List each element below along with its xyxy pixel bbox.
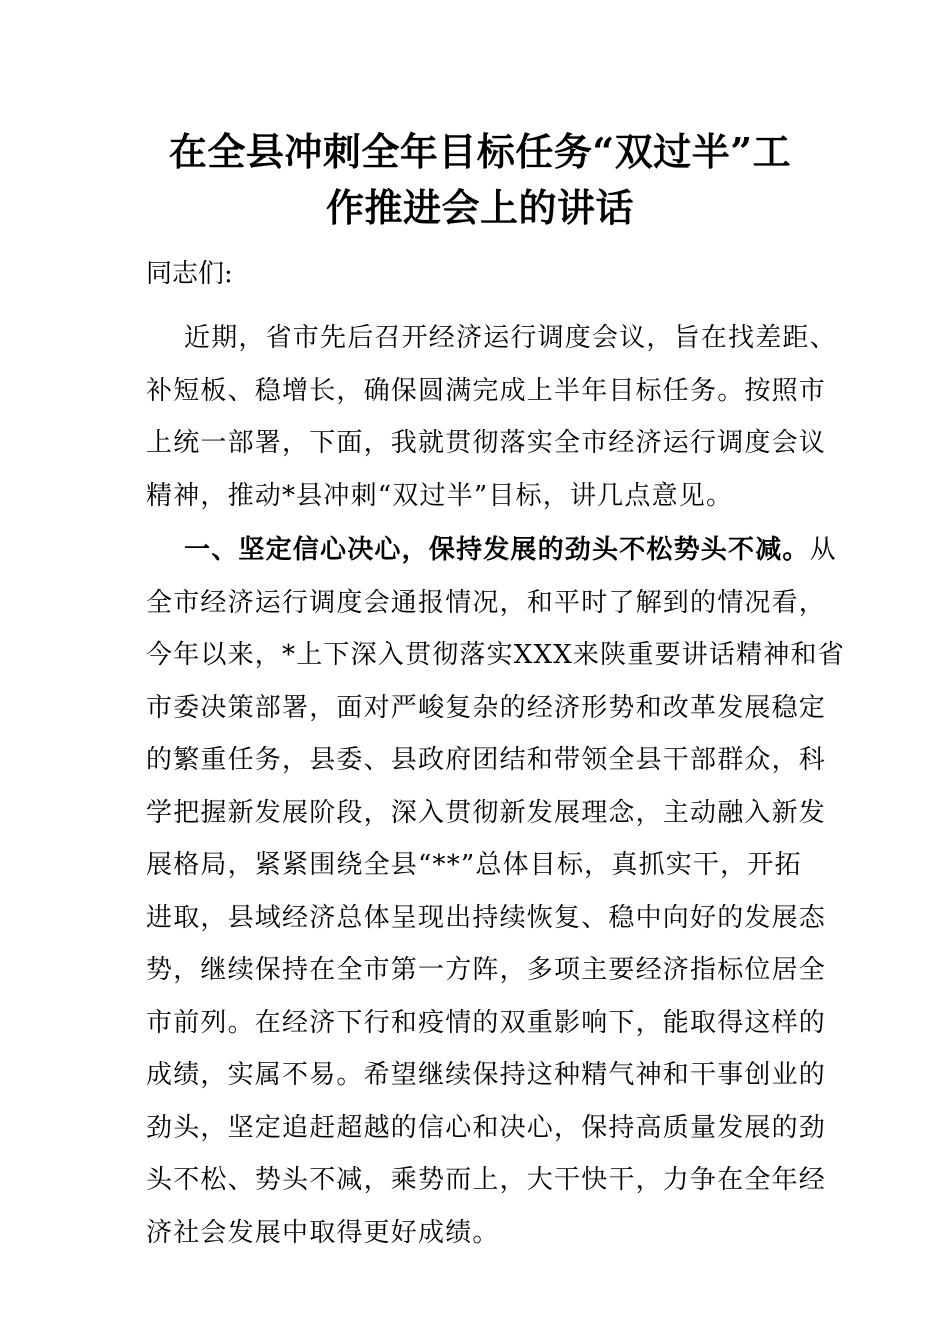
paragraph-line: 今年以来，*上下深入贯彻落实XXX来陕重要讲话精神和省 xyxy=(146,640,845,670)
salutation: 同志们: xyxy=(146,259,233,289)
paragraph-line: 成绩，实属不易。希望继续保持这种精气神和干事创业的 xyxy=(146,1060,827,1090)
paragraph-line: 济社会发展中取得更好成绩。 xyxy=(146,1217,500,1248)
paragraph-line: 劲头，坚定追赶超越的信心和决心，保持高质量发展的劲 xyxy=(146,1112,827,1143)
paragraph-line: 上统一部署，下面，我就贯彻落实全市经济运行调度会议 xyxy=(146,428,827,458)
paragraph-line: 学把握新发展阶段，深入贯彻新发展理念，主动融入新发 xyxy=(146,797,827,828)
paragraph-line: 势，继续保持在全市第一方阵，多项主要经济指标位居全 xyxy=(146,955,827,985)
paragraph-line: 全市经济运行调度会通报情况，和平时了解到的情况看， xyxy=(146,587,827,618)
paragraph-line: 近期，省市先后召开经济运行调度会议，旨在找差距、 xyxy=(184,323,837,353)
paragraph-line: 的繁重任务，县委、县政府团结和带领全县干部群众，科 xyxy=(146,745,827,775)
title-line: 作推进会上的讲话 xyxy=(325,185,634,230)
paragraph-line: 市委决策部署，面对严峻复杂的经济形势和改革发展稳定 xyxy=(146,692,827,723)
paragraph-section-one xyxy=(146,524,845,1259)
paragraph-line: 进取，县域经济总体呈现出持续恢复、稳中向好的发展态 xyxy=(146,902,827,933)
paragraph-line: 展格局，紧紧围绕全县“**”总体目标，真抓实干，开拓 xyxy=(146,850,802,880)
title-line: 在全县冲刺全年目标任务“双过半”工 xyxy=(168,129,792,174)
paragraph-first-line xyxy=(146,524,837,577)
paragraph-line: 精神，推动*县冲刺“双过半”目标，讲几点意见。 xyxy=(146,480,734,511)
document-title xyxy=(150,124,810,236)
section-heading: 一、坚定信心决心，保持发展的劲头不松势头不减。 xyxy=(184,535,810,565)
paragraph-line: 头不松、势头不减，乘势而上，大干快干，力争在全年经 xyxy=(146,1165,827,1195)
paragraph-intro xyxy=(146,312,837,522)
paragraph-line: 补短板、稳增长，确保圆满完成上半年目标任务。按照市 xyxy=(146,375,827,406)
heading-trailing-text: 从 xyxy=(809,535,837,565)
paragraph-line: 市前列。在经济下行和疫情的双重影响下，能取得这样的 xyxy=(146,1007,827,1038)
